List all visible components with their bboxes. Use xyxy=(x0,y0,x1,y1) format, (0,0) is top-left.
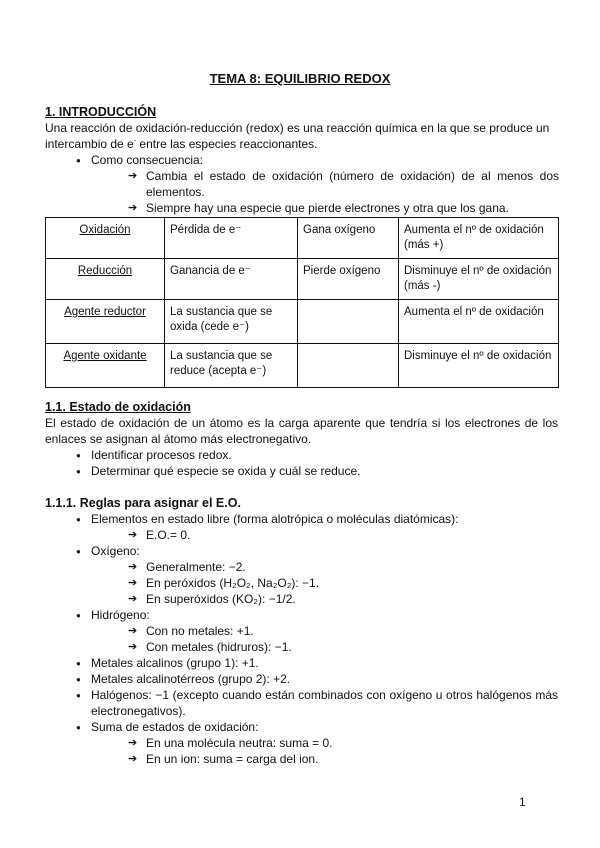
table-cell: Pérdida de e⁻ xyxy=(165,218,298,259)
regla-oxigeno-general: ➔ Generalmente: −2. xyxy=(146,560,559,576)
table-row xyxy=(46,218,559,259)
regla-oxigeno-peroxidos: ➔ En peróxidos (H₂O₂, Na₂O₂): −1. xyxy=(146,576,559,592)
table-row xyxy=(46,344,559,388)
table-term: Reducción xyxy=(46,259,165,300)
intro-paragraph-line-1: Una reacción de oxidación-reducción (redox) es una reacción química en la que se produce un xyxy=(45,121,550,135)
regla-oxigeno-superoxidos: ➔ En superóxidos (KO₂): −1/2. xyxy=(146,592,559,608)
estado-bullet-1: ● Identificar procesos redox. xyxy=(91,448,558,464)
intro-bullet: ● Como consecuencia: xyxy=(91,153,558,169)
table-cell: Aumenta el nº de oxidación (más +) xyxy=(399,218,559,259)
table-cell: Aumenta el nº de oxidación xyxy=(399,300,559,344)
table-term: Agente reductor xyxy=(46,300,165,344)
table-cell: Gana oxígeno xyxy=(298,218,399,259)
regla-suma: ● Suma de estados de oxidación: xyxy=(91,720,558,736)
regla-alcalinoterreos: ● Metales alcalinotérreos (grupo 2): +2. xyxy=(91,672,558,688)
redox-table xyxy=(45,217,559,388)
intro-text: intercambio de e xyxy=(45,137,134,151)
electron-sign: - xyxy=(133,138,137,145)
document-title: TEMA 8: EQUILIBRIO REDOX xyxy=(209,71,391,86)
table-term: Agente oxidante xyxy=(46,344,165,388)
regla-suma-ion: ➔ En un ion: suma = carga del ion. xyxy=(146,752,559,768)
regla-oxigeno: ● Oxígeno: xyxy=(91,544,558,560)
table-cell: Disminuye el nº de oxidación xyxy=(399,344,559,388)
table-row xyxy=(46,300,559,344)
regla-elementos-libres: ● Elementos en estado libre (forma alotrópica o moléculas diatómicas): xyxy=(91,512,558,528)
table-cell: La sustancia que se reduce (acepta e⁻) xyxy=(165,344,298,388)
regla-eo-cero: ➔ E.O.= 0. xyxy=(146,528,559,544)
regla-suma-neutra: ➔ En una molécula neutra: suma = 0. xyxy=(146,736,559,752)
intro-arrow-1: ➔ Cambia el estado de oxidación (número de oxidación) de al menos dos elementos. xyxy=(146,169,559,200)
regla-alcalinos: ● Metales alcalinos (grupo 1): +1. xyxy=(91,656,558,672)
reglas-heading: 1.1.1. Reglas para asignar el E.O. xyxy=(45,496,241,510)
table-cell: Ganancia de e⁻ xyxy=(165,259,298,300)
table-cell: Disminuye el nº de oxidación (más -) xyxy=(399,259,559,300)
table-cell: La sustancia que se oxida (cede e⁻) xyxy=(165,300,298,344)
page-number: 1 xyxy=(519,795,526,809)
estado-paragraph: El estado de oxidación de un átomo es la carga aparente que tendría si los electrones de los enlaces se asignan al átomo más electronegativo. xyxy=(45,416,558,446)
intro-paragraph-line-2 xyxy=(45,137,558,153)
intro-text-end: entre las especies reaccionantes. xyxy=(136,137,318,151)
intro-heading: 1. INTRODUCCIÓN xyxy=(45,105,157,119)
table-cell xyxy=(298,344,399,388)
regla-hidrogeno: ● Hidrógeno: xyxy=(91,608,558,624)
regla-hidrogeno-no-metales: ➔ Con no metales: +1. xyxy=(146,624,559,640)
table-row xyxy=(46,259,559,300)
estado-bullet-2: ● Determinar qué especie se oxida y cuál se reduce. xyxy=(91,464,558,480)
table-term: Oxidación xyxy=(46,218,165,259)
table-cell: Pierde oxígeno xyxy=(298,259,399,300)
regla-hidrogeno-metales: ➔ Con metales (hidruros): −1. xyxy=(146,640,559,656)
estado-heading: 1.1. Estado de oxidación xyxy=(45,400,191,414)
intro-arrow-2: ➔ Siempre hay una especie que pierde electrones y otra que los gana. xyxy=(146,201,559,217)
table-cell xyxy=(298,300,399,344)
regla-halogenos: ● Halógenos: −1 (excepto cuando están combinados con oxígeno u otros halógenos más electronegativos). xyxy=(91,688,558,719)
